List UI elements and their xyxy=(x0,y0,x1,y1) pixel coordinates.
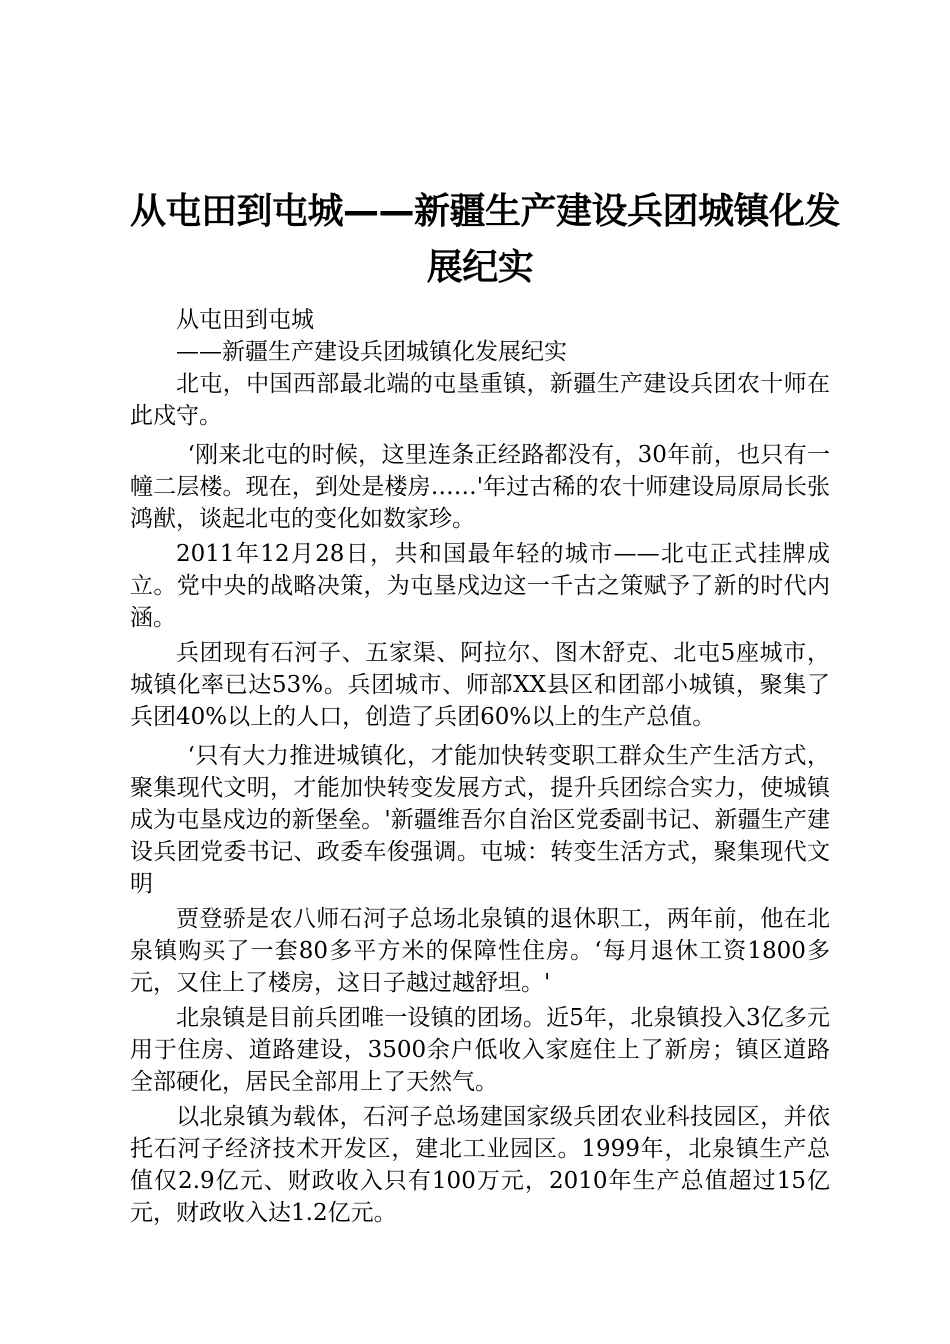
paragraph: ‘只有大力推进城镇化，才能加快转变职工群众生产生活方式，聚集现代文明，才能加快转变发展方式，提升兵团综合实力，使城镇成为屯垦戍边的新堡垒。'新疆维吾尔自治区党委副书记、新疆生产建设兵团党委书记、政委车俊强调。屯城：转变生活方式，聚集现代文明 xyxy=(130,743,830,897)
document-title xyxy=(130,184,841,296)
paragraph: 贾登骄是农八师石河子总场北泉镇的退休职工，两年前，他在北泉镇购买了一套80多平方米的保障性住房。‘每月退休工资1800多元，又住上了楼房，这日子越过越舒坦。' xyxy=(130,906,830,996)
title-line-2: 展纪实 xyxy=(426,247,534,288)
paragraph: 北泉镇是目前兵团唯一设镇的团场。近5年，北泉镇投入3亿多元用于住房、道路建设，3500余户低收入家庭住上了新房；镇区道路全部硬化，居民全部用上了天然气。 xyxy=(130,1005,830,1095)
paragraph: 北屯，中国西部最北端的屯垦重镇，新疆生产建设兵团农十师在此戍守。 xyxy=(130,371,830,429)
document-body xyxy=(130,304,830,1229)
subtitle-line-1: 从屯田到屯城 xyxy=(176,307,314,333)
paragraph: 兵团现有石河子、五家渠、阿拉尔、图木舒克、北屯5座城市，城镇化率已达53%。兵团城市、师部XX县区和团部小城镇，聚集了兵团40%以上的人口，创造了兵团60%以上的生产总值。 xyxy=(130,640,830,730)
paragraph: ‘刚来北屯的时候，这里连条正经路都没有，30年前，也只有一幢二层楼。现在，到处是楼房……'年过古稀的农十师建设局原局长张鸿猷，谈起北屯的变化如数家珍。 xyxy=(130,442,830,532)
paragraph: 以北泉镇为载体，石河子总场建国家级兵团农业科技园区，并依托石河子经济技术开发区，建北工业园区。1999年，北泉镇生产总值仅2.9亿元、财政收入只有100万元，2010年生产总值超过15亿元，财政收入达1.2亿元。 xyxy=(130,1104,830,1226)
document-page xyxy=(130,184,841,1229)
paragraph: 2011年12月28日，共和国最年轻的城市——北屯正式挂牌成立。党中央的战略决策，为屯垦戍边这一千古之策赋予了新的时代内涵。 xyxy=(130,541,830,631)
subtitle-line-2: ——新疆生产建设兵团城镇化发展纪实 xyxy=(176,339,567,365)
title-line-1: 从屯田到屯城——新疆生产建设兵团城镇化发 xyxy=(130,191,841,232)
